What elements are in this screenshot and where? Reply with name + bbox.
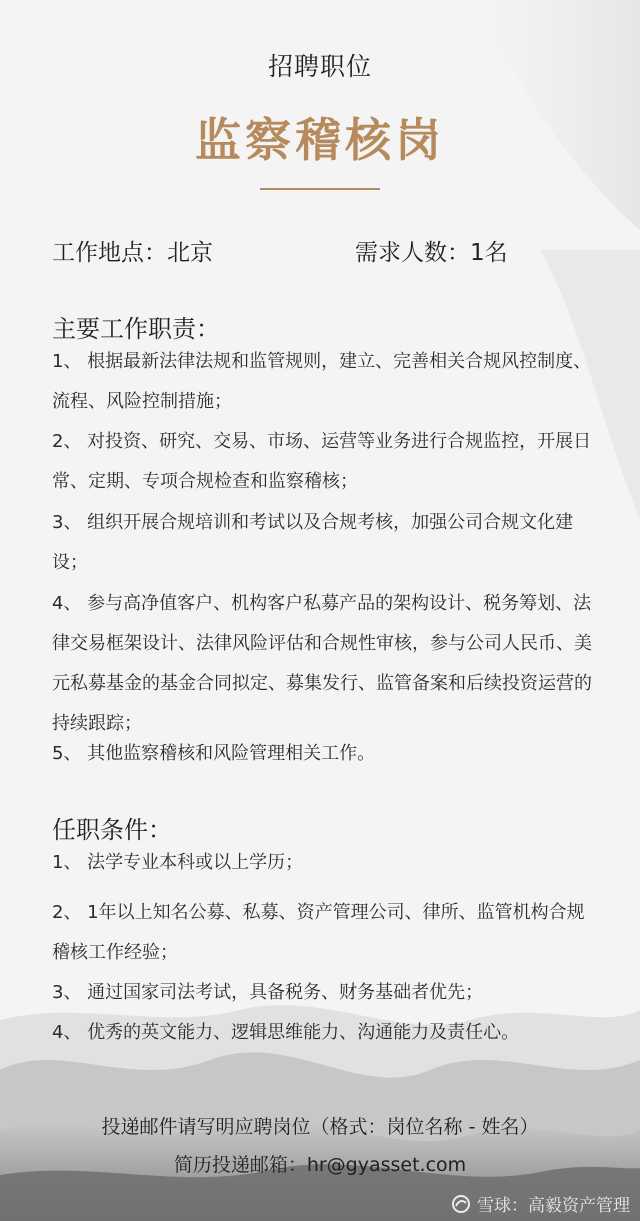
requirement-item: 1、 法学专业本科或以上学历； <box>52 852 304 873</box>
requirement-item: 2、 1年以上知名公募、私募、资产管理公司、律所、监管机构合规稽核工作经验； <box>52 902 585 963</box>
duty-item: 3、 组织开展合规培训和考试以及合规考核，加强公司合规文化建设； <box>52 512 574 573</box>
application-instructions: 投递邮件请写明应聘岗位（格式：岗位名称 - 姓名） <box>101 1116 539 1138</box>
duty-item: 4、 参与高净值客户、机构客户私募产品的架构设计、税务筹划、法律交易框架设计、法律风险评估和合规性审核，参与公司人民币、美元私募基金的基金合同拟定、募集发行、监管备案和后续投资运营的持续跟踪； <box>52 593 592 734</box>
duty-item: 1、 根据最新法律法规和监管规则，建立、完善相关合规风控制度、流程、风险控制措施； <box>52 351 592 412</box>
duty-item: 2、 对投资、研究、交易、市场、运营等业务进行合规监控，开展日常、定期、专项合规检查和监察稽核； <box>52 431 592 492</box>
job-title: 监察稽核岗 <box>195 113 445 167</box>
requirement-item: 4、 优秀的英文能力、逻辑思维能力、沟通能力及责任心。 <box>52 1022 520 1043</box>
resume-email[interactable]: 简历投递邮箱：hr@gyasset.com <box>173 1154 467 1176</box>
work-location: 工作地点：北京 <box>52 240 213 266</box>
headcount: 需求人数：1名 <box>355 240 508 266</box>
title-divider <box>260 188 380 190</box>
section-label: 招聘职位 <box>267 52 372 81</box>
duty-item: 5、 其他监察稽核和风险管理相关工作。 <box>52 743 376 764</box>
requirement-item: 3、 通过国家司法考试，具备税务、财务基础者优先； <box>52 982 484 1003</box>
watermark-text: 雪球：高毅资产管理 <box>477 1196 630 1216</box>
duties-heading: 主要工作职责： <box>52 315 220 343</box>
requirements-heading: 任职条件： <box>52 816 172 844</box>
snowball-icon <box>451 1194 471 1214</box>
watermark <box>451 1191 630 1216</box>
